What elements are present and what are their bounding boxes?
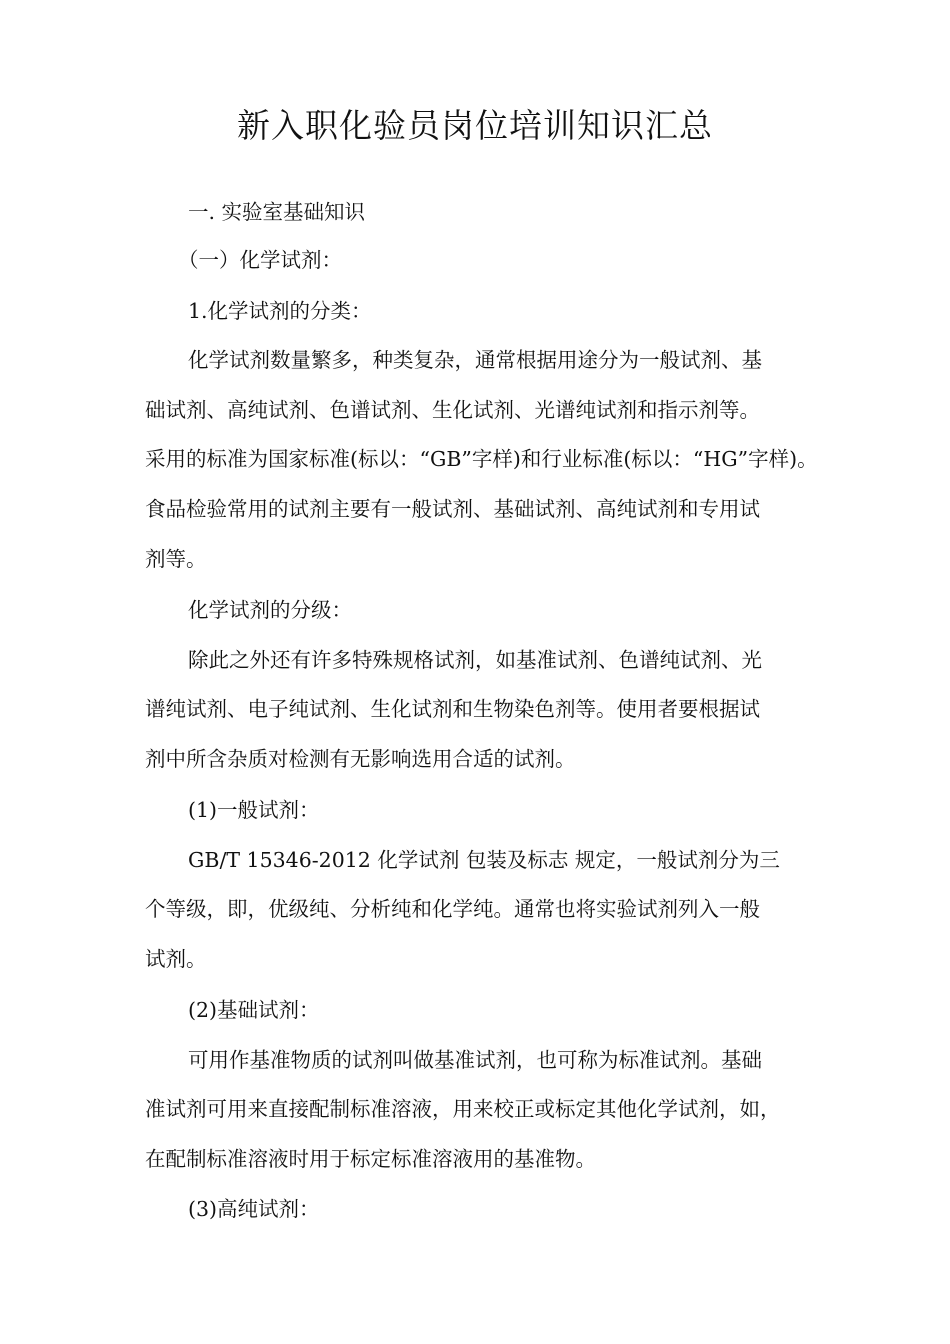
- paragraph-line: 除此之外还有许多特殊规格试剂，如基准试剂、色谱纯试剂、光: [188, 648, 762, 672]
- paragraph-line: 采用的标准为国家标准(标以：“GB”字样)和行业标准(标以：“HG”字样)。: [145, 447, 818, 471]
- paragraph-line: 试剂。: [145, 947, 207, 971]
- paragraph-line: 础试剂、高纯试剂、色谱试剂、生化试剂、光谱纯试剂和指示剂等。: [145, 398, 760, 422]
- paragraph-line: 剂中所含杂质对检测有无影响选用合适的试剂。: [145, 747, 576, 771]
- paragraph-line: 可用作基准物质的试剂叫做基准试剂，也可称为标准试剂。基础: [188, 1048, 762, 1072]
- paragraph-line: 个等级，即，优级纯、分析纯和化学纯。通常也将实验试剂列入一般: [145, 897, 760, 921]
- paragraph-line: 剂等。: [145, 547, 207, 571]
- item-heading: 化学试剂的分级：: [188, 598, 352, 622]
- subsection-heading: （一）化学试剂：: [178, 248, 342, 272]
- paragraph-line: 在配制标准溶液时用于标定标准溶液用的基准物。: [145, 1147, 596, 1171]
- paragraph-line: 化学试剂数量繁多，种类复杂，通常根据用途分为一般试剂、基: [188, 348, 762, 372]
- document-title: 新入职化验员岗位培训知识汇总: [237, 106, 713, 145]
- paragraph-line: 谱纯试剂、电子纯试剂、生化试剂和生物染色剂等。使用者要根据试: [145, 697, 760, 721]
- section-heading: 一. 实验室基础知识: [188, 200, 366, 224]
- item-heading: 1.化学试剂的分类：: [188, 299, 372, 323]
- item-heading: (1)一般试剂：: [188, 798, 320, 822]
- paragraph-line: 准试剂可用来直接配制标准溶液，用来校正或标定其他化学试剂，如，: [145, 1097, 781, 1121]
- paragraph-line: 食品检验常用的试剂主要有一般试剂、基础试剂、高纯试剂和专用试: [145, 497, 760, 521]
- item-heading: (3)高纯试剂：: [188, 1197, 320, 1221]
- paragraph-line: GB/T 15346-2012 化学试剂 包装及标志 规定，一般试剂分为三: [188, 848, 780, 872]
- item-heading: (2)基础试剂：: [188, 998, 320, 1022]
